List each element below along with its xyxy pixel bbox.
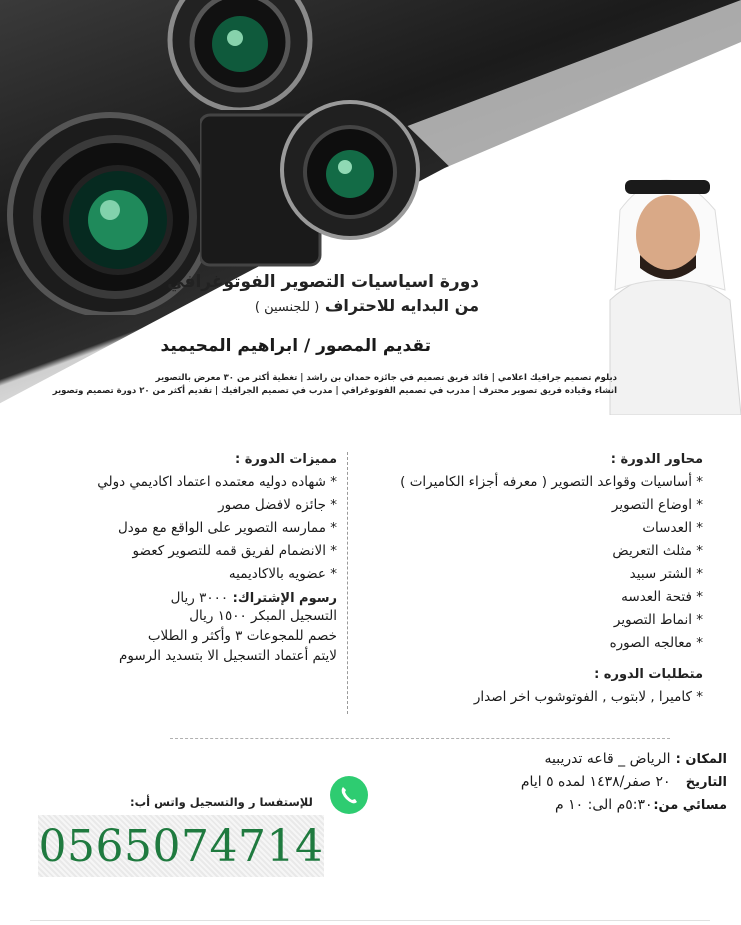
presenter-name: تقديم المصور / ابراهيم المحيميد — [160, 336, 431, 356]
list-item: * انماط التصوير — [383, 609, 703, 632]
fees-heading — [37, 590, 337, 606]
date-value: ٢٠ صفر/١٤٣٨ لمده ٥ ايام — [520, 774, 671, 790]
credits-line2: انشاء وقياده فريق تصوير محترف | مدرب في تصميم الفوتوغرافي | مدرب في تصميم الجرافيك | تقديم أكثر من ٢٠ دورة تصميم وتصوير — [52, 386, 617, 396]
list-item: * العدسات — [383, 517, 703, 540]
list-item: * عضويه بالاكاديميه — [37, 563, 337, 586]
section-divider — [170, 738, 670, 739]
course-title-line1: دورة اسياسيات التصوير الفوتوغرافي — [167, 272, 479, 292]
list-item: * أساسيات وقواعد التصوير ( معرفه أجزاء الكاميرات ) — [383, 471, 703, 494]
fees-section — [37, 590, 337, 666]
requirements-list — [383, 686, 703, 709]
camera-lens-top-icon — [165, 0, 315, 110]
hero-banner — [0, 0, 741, 420]
phone-handset-icon — [330, 776, 368, 814]
fees-label: رسوم الإشتراك: — [232, 591, 337, 606]
features-list — [37, 471, 337, 586]
course-title — [167, 272, 479, 315]
presenter-credits — [52, 372, 617, 398]
course-axes-section — [383, 452, 703, 709]
early-registration: التسجيل المبكر ١٥٠٠ ريال — [189, 608, 337, 624]
time-label: مسائي من: — [653, 798, 727, 813]
whatsapp-icon[interactable] — [330, 776, 368, 814]
fees-amount: ٣٠٠٠ ريال — [170, 590, 229, 606]
list-item: * ممارسه التصوير على الواقع مع مودل — [37, 517, 337, 540]
axes-heading: محاور الدورة : — [610, 452, 703, 467]
date-label: التاريخ — [685, 775, 727, 790]
list-item: * معالجه الصوره — [383, 632, 703, 655]
course-subtitle: من البدايه للاحتراف — [324, 296, 479, 315]
list-item: * اوضاع التصوير — [383, 494, 703, 517]
list-item: * شهاده دوليه معتمده اعتماد اكاديمي دولي — [37, 471, 337, 494]
credits-line1: دبلوم تصميم جرافيك اعلامي | قائد فريق تصميم في جائزه حمدان بن راشد | تغطية أكثر من ٣٠ معرض بالتصوير — [155, 373, 617, 383]
payment-note: لايتم أعتماد التسجيل الا بتسديد الرسوم — [119, 648, 337, 664]
phone-number[interactable]: 0565074714 — [38, 821, 324, 872]
requirements-heading: متطلبات الدوره : — [594, 667, 703, 682]
time-value: ٥:٣٠م الى: ١٠ م — [554, 797, 653, 813]
list-item: * فتحة العدسه — [383, 586, 703, 609]
axes-list — [383, 471, 703, 655]
bottom-divider — [30, 920, 710, 921]
place-row — [427, 748, 727, 771]
contact-label: للإستفسا ر والتسجيل واتس أب: — [130, 795, 313, 809]
list-item: * مثلث التعريض — [383, 540, 703, 563]
list-item: * جائزه لافضل مصور — [37, 494, 337, 517]
gender-note: ( للجنسين ) — [254, 300, 320, 315]
group-discount: خصم للمجوعات ٣ وأكثر و الطلاب — [147, 628, 337, 644]
time-row — [427, 794, 727, 817]
list-item: * كاميرا , لابتوب , الفوتوشوب اخر اصدار — [383, 686, 703, 709]
place-value: الرياض _ قاعه تدريبيه — [544, 751, 671, 767]
date-row — [427, 771, 727, 794]
place-label: المكان : — [675, 752, 727, 767]
list-item: * الانضمام لفريق قمه للتصوير كعضو — [37, 540, 337, 563]
event-info — [427, 748, 727, 817]
list-item: * الشتر سبيد — [383, 563, 703, 586]
course-title-line2 — [167, 296, 479, 315]
column-divider — [347, 452, 349, 714]
course-features-section — [37, 452, 337, 666]
features-heading: مميزات الدورة : — [234, 452, 337, 467]
camera-body-icon — [200, 95, 420, 275]
